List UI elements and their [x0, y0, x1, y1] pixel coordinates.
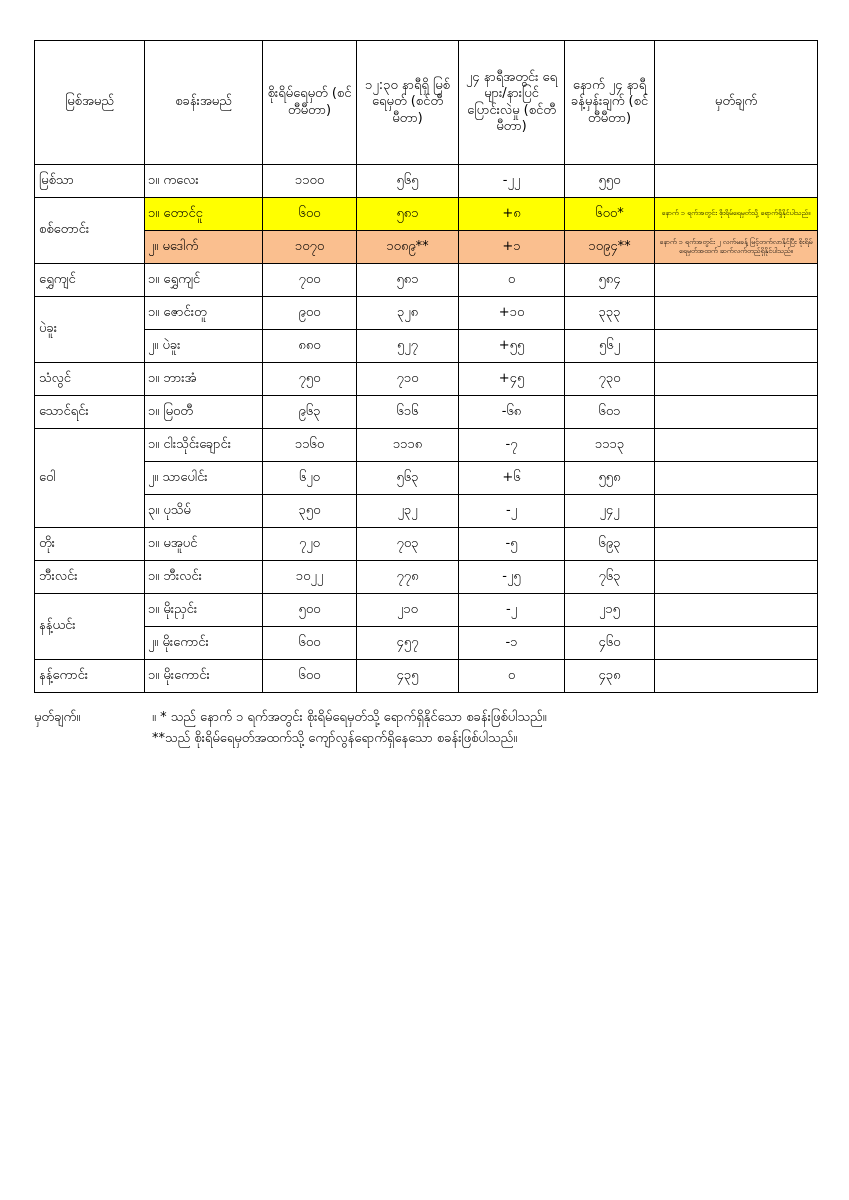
- remark-cell: နောက် ၁ ရက်အတွင်း ၂ လက်မခန့် မြင့်တက်လာနိုင်ပြီး စိုးရိမ်ရေမှတ်အထက် ဆက်လက်တည်ရှိနိုင်ပါသည်။: [655, 231, 818, 264]
- river-name-cell: ရွှေကျင်: [35, 264, 145, 297]
- forecast-cell: ၅၈၄: [565, 264, 655, 297]
- table-row: [35, 165, 818, 198]
- current-level-cell: ၁၀၈၉**: [357, 231, 459, 264]
- forecast-cell: ၄၆၀: [565, 627, 655, 660]
- current-level-cell: ၄၃၅: [357, 660, 459, 693]
- remark-cell: [655, 528, 818, 561]
- station-name-cell: ၂။ မိုးကောင်း: [145, 627, 263, 660]
- remark-cell: [655, 660, 818, 693]
- table-row: [35, 363, 818, 396]
- current-level-cell: ၇၀၃: [357, 528, 459, 561]
- station-name-cell: ၁။ မအူပင်: [145, 528, 263, 561]
- river-name-cell: တိုး: [35, 528, 145, 561]
- station-name-cell: ၁။ မိုးကောင်း: [145, 660, 263, 693]
- change-cell: +၆: [459, 462, 565, 495]
- station-name-cell: ၂။ သာပေါင်း: [145, 462, 263, 495]
- current-level-cell: ၂၁၀: [357, 594, 459, 627]
- notes-label: မှတ်ချက်။: [34, 710, 81, 725]
- table-row: [35, 231, 818, 264]
- danger-level-cell: ၆၂၀: [263, 462, 357, 495]
- header-forecast: နောက် ၂၄ နာရီ ခန့်မှန်းချက် (စင်တီမီတာ): [565, 41, 655, 165]
- table-row: [35, 627, 818, 660]
- table-row: [35, 198, 818, 231]
- note-line-2: **သည် စိုးရိမ်ရေမှတ်အထက်သို့ ကျော်လွန်ရောက်ရှိနေသော စခန်းဖြစ်ပါသည်။: [152, 730, 518, 746]
- forecast-cell: ၇၆၃: [565, 561, 655, 594]
- change-cell: -၆၈: [459, 396, 565, 429]
- danger-level-cell: ၈၈၀: [263, 330, 357, 363]
- change-cell: ၀: [459, 264, 565, 297]
- change-cell: -၂: [459, 594, 565, 627]
- forecast-cell: ၂၄၂: [565, 495, 655, 528]
- remark-cell: [655, 462, 818, 495]
- current-level-cell: ၅၂၇: [357, 330, 459, 363]
- table-row: [35, 660, 818, 693]
- station-name-cell: ၁။ မိုးညှင်း: [145, 594, 263, 627]
- river-level-table: [34, 40, 818, 693]
- current-level-cell: ၅၆၅: [357, 165, 459, 198]
- forecast-cell: ၅၆၂: [565, 330, 655, 363]
- note-line-1: ။ * သည် နောက် ၁ ရက်အတွင်း စိုးရိမ်ရေမှတ်သို့ ရောက်ရှိနိုင်သော စခန်းဖြစ်ပါသည်။: [152, 710, 547, 725]
- change-cell: -၁: [459, 627, 565, 660]
- table-row: [35, 429, 818, 462]
- danger-level-cell: ၇၂၀: [263, 528, 357, 561]
- remark-cell: [655, 561, 818, 594]
- change-cell: +၁၀: [459, 297, 565, 330]
- change-cell: ၀: [459, 660, 565, 693]
- remark-cell: နောက် ၁ ရက်အတွင်း စိုးရိမ်ရေမှတ်သို့ ရောက်ရှိနိုင်ပါသည်။: [655, 198, 818, 231]
- header-current-level: ၁၂:၃၀ နာရီရှိ မြစ်ရေမှတ် (စင်တီမီတာ): [357, 41, 459, 165]
- remark-cell: [655, 429, 818, 462]
- station-name-cell: ၂။ ပဲခူး: [145, 330, 263, 363]
- danger-level-cell: ၇၀၀: [263, 264, 357, 297]
- forecast-cell: ၇၃၀: [565, 363, 655, 396]
- forecast-cell: ၆၀၁: [565, 396, 655, 429]
- remark-cell: [655, 495, 818, 528]
- danger-level-cell: ၁၁၆၀: [263, 429, 357, 462]
- header-change: ၂၄ နာရီအတွင်း ရေများ/နားပြင် ပြောင်းလဲမှု (စင်တီမီတာ): [459, 41, 565, 165]
- danger-level-cell: ၆၀၀: [263, 198, 357, 231]
- forecast-cell: ၁၀၉၄**: [565, 231, 655, 264]
- danger-level-cell: ၅၀၀: [263, 594, 357, 627]
- remark-cell: [655, 297, 818, 330]
- header-danger-level: စိုးရိမ်ရေမှတ် (စင်တီမီတာ): [263, 41, 357, 165]
- forecast-cell: ၃၃၃: [565, 297, 655, 330]
- header-remark: မှတ်ချက်: [655, 41, 818, 165]
- forecast-cell: ၅၅၀: [565, 165, 655, 198]
- change-cell: -၂၅: [459, 561, 565, 594]
- forecast-cell: ၆၉၃: [565, 528, 655, 561]
- remark-cell: [655, 165, 818, 198]
- danger-level-cell: ၆၀၀: [263, 627, 357, 660]
- station-name-cell: ၁။ တောင်ငူ: [145, 198, 263, 231]
- change-cell: -၅: [459, 528, 565, 561]
- change-cell: -၇: [459, 429, 565, 462]
- header-station: စခန်းအမည်: [145, 41, 263, 165]
- river-name-cell: နန့်ယင်း: [35, 594, 145, 660]
- remark-cell: [655, 627, 818, 660]
- remark-cell: [655, 594, 818, 627]
- change-cell: +၅၅: [459, 330, 565, 363]
- current-level-cell: ၁၁၁၈: [357, 429, 459, 462]
- station-name-cell: ၁။ ဘားအံ: [145, 363, 263, 396]
- danger-level-cell: ၉၆၃: [263, 396, 357, 429]
- river-name-cell: ဘီးလင်း: [35, 561, 145, 594]
- forecast-cell: ၁၁၁၃: [565, 429, 655, 462]
- remark-cell: [655, 330, 818, 363]
- remark-cell: [655, 396, 818, 429]
- header-row: [35, 41, 818, 165]
- river-name-cell: သောင်ရင်း: [35, 396, 145, 429]
- river-name-cell: မြစ်သာ: [35, 165, 145, 198]
- forecast-cell: ၂၁၅: [565, 594, 655, 627]
- current-level-cell: ၄၅၇: [357, 627, 459, 660]
- change-cell: +၁: [459, 231, 565, 264]
- river-name-cell: နန့်ကောင်း: [35, 660, 145, 693]
- station-name-cell: ၃။ ပုသိမ်: [145, 495, 263, 528]
- danger-level-cell: ၁၁၀၀: [263, 165, 357, 198]
- river-name-cell: သံလွင်: [35, 363, 145, 396]
- danger-level-cell: ၁၀၇၀: [263, 231, 357, 264]
- current-level-cell: ၅၈၁: [357, 198, 459, 231]
- danger-level-cell: ၇၅၀: [263, 363, 357, 396]
- river-name-cell: ပဲခူး: [35, 297, 145, 363]
- danger-level-cell: ၆၀၀: [263, 660, 357, 693]
- table-row: [35, 297, 818, 330]
- table-row: [35, 462, 818, 495]
- table-row: [35, 528, 818, 561]
- table-row: [35, 594, 818, 627]
- remark-cell: [655, 264, 818, 297]
- current-level-cell: ၃၂၈: [357, 297, 459, 330]
- table-body: [35, 165, 818, 693]
- station-name-cell: ၁။ ဘီးလင်း: [145, 561, 263, 594]
- table-row: [35, 495, 818, 528]
- change-cell: -၂: [459, 495, 565, 528]
- change-cell: +၈: [459, 198, 565, 231]
- current-level-cell: ၇၇၈: [357, 561, 459, 594]
- current-level-cell: ၂၃၂: [357, 495, 459, 528]
- forecast-cell: ၆၀၀*: [565, 198, 655, 231]
- station-name-cell: ၁။ မြဝတီ: [145, 396, 263, 429]
- change-cell: -၂၂: [459, 165, 565, 198]
- table-row: [35, 396, 818, 429]
- station-name-cell: ၁။ ရွှေကျင်: [145, 264, 263, 297]
- forecast-cell: ၅၅၈: [565, 462, 655, 495]
- danger-level-cell: ၉၀၀: [263, 297, 357, 330]
- station-name-cell: ၁။ ကလေး: [145, 165, 263, 198]
- table-row: [35, 330, 818, 363]
- remark-cell: [655, 363, 818, 396]
- danger-level-cell: ၁၀၂၂: [263, 561, 357, 594]
- station-name-cell: ၁။ ငါးသိုင်းချောင်း: [145, 429, 263, 462]
- current-level-cell: ၆၁၆: [357, 396, 459, 429]
- station-name-cell: ၁။ ဇောင်းတူ: [145, 297, 263, 330]
- station-name-cell: ၂။ မဒေါက်: [145, 231, 263, 264]
- table-row: [35, 264, 818, 297]
- river-name-cell: စစ်တောင်း: [35, 198, 145, 264]
- current-level-cell: ၇၁၀: [357, 363, 459, 396]
- current-level-cell: ၅၆၃: [357, 462, 459, 495]
- footnotes: [34, 708, 817, 750]
- current-level-cell: ၅၈၁: [357, 264, 459, 297]
- danger-level-cell: ၃၅၀: [263, 495, 357, 528]
- change-cell: +၄၅: [459, 363, 565, 396]
- table-row: [35, 561, 818, 594]
- forecast-cell: ၄၃၈: [565, 660, 655, 693]
- header-river: မြစ်အမည်: [35, 41, 145, 165]
- river-name-cell: ဝေါ: [35, 429, 145, 528]
